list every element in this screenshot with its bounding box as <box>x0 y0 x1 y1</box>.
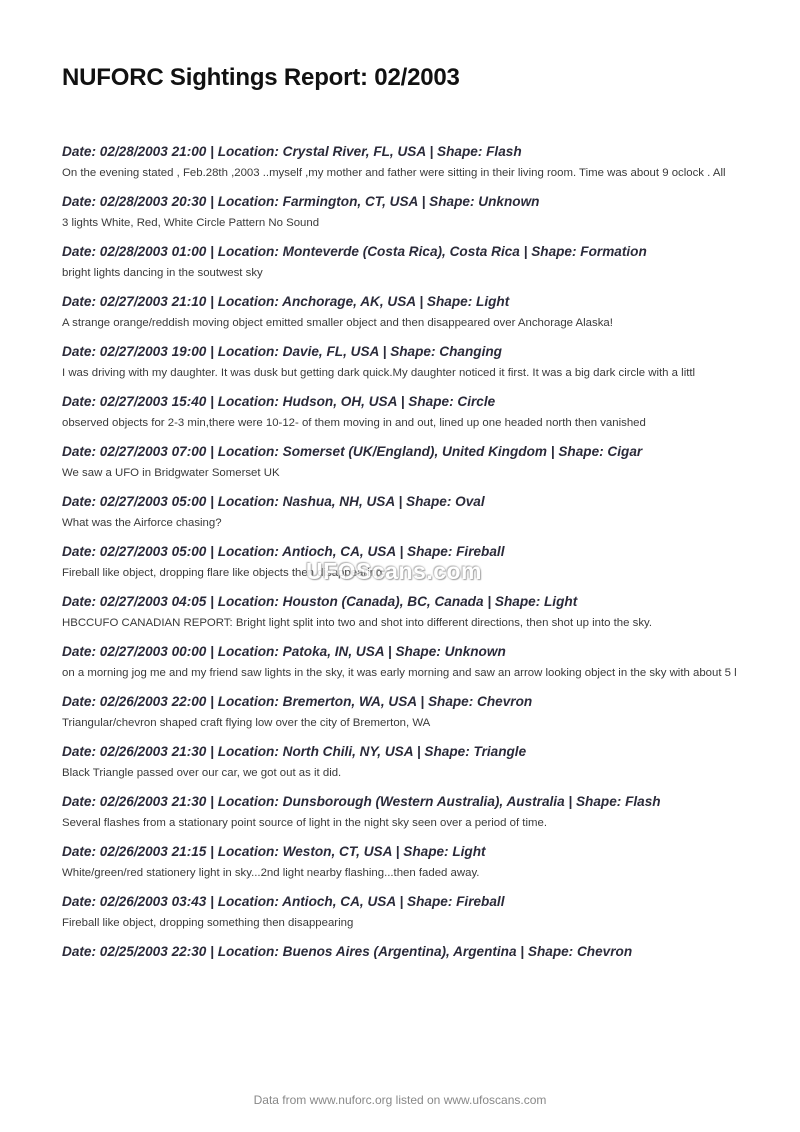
entry-description: observed objects for 2-3 min,there were 10-12- of them moving in and out, lined up one headed north then vanished <box>62 417 646 429</box>
list-item <box>62 444 752 481</box>
entry-header: Date: 02/27/2003 19:00 | Location: Davie, FL, USA | Shape: Changing <box>62 344 502 359</box>
entry-header: Date: 02/26/2003 22:00 | Location: Bremerton, WA, USA | Shape: Chevron <box>62 694 533 709</box>
entry-description: bright lights dancing in the soutwest sky <box>62 267 263 279</box>
entry-header: Date: 02/28/2003 20:30 | Location: Farmington, CT, USA | Shape: Unknown <box>62 194 540 209</box>
entry-header: Date: 02/26/2003 21:30 | Location: Dunsborough (Western Australia), Australia | Shape: Flash <box>62 794 661 809</box>
entry-description: Fireball like object, dropping something then disappearing <box>62 917 354 929</box>
entry-header: Date: 02/27/2003 21:10 | Location: Anchorage, AK, USA | Shape: Light <box>62 294 510 309</box>
entry-header: Date: 02/27/2003 15:40 | Location: Hudson, OH, USA | Shape: Circle <box>62 394 496 409</box>
entry-description: I was driving with my daughter. It was dusk but getting dark quick.My daughter noticed it first. It was a big dark circle with a littl <box>62 367 696 379</box>
entry-header: Date: 02/25/2003 22:30 | Location: Buenos Aires (Argentina), Argentina | Shape: Chevron <box>62 944 633 959</box>
list-item <box>62 244 752 281</box>
entry-header: Date: 02/28/2003 21:00 | Location: Crystal River, FL, USA | Shape: Flash <box>62 144 522 159</box>
entry-header: Date: 02/27/2003 05:00 | Location: Nashua, NH, USA | Shape: Oval <box>62 494 485 509</box>
list-item <box>62 194 752 231</box>
entry-header: Date: 02/27/2003 07:00 | Location: Somerset (UK/England), United Kingdom | Shape: Cigar <box>62 444 643 459</box>
entry-header: Date: 02/27/2003 04:05 | Location: Houston (Canada), BC, Canada | Shape: Light <box>62 594 578 609</box>
list-item <box>62 144 752 181</box>
list-item <box>62 844 752 881</box>
entry-description: HBCCUFO CANADIAN REPORT: Bright light split into two and shot into different directions, then shot up into the sky. <box>62 617 653 629</box>
entry-description: Several flashes from a stationary point source of light in the night sky seen over a period of time. <box>62 817 547 829</box>
list-item <box>62 894 752 931</box>
list-item <box>62 594 752 631</box>
entry-description: On the evening stated , Feb.28th ,2003 ..myself ,my mother and father were sitting in their living room. Time was about 9 oclock . All <box>62 167 726 179</box>
entry-header: Date: 02/26/2003 21:30 | Location: North Chili, NY, USA | Shape: Triangle <box>62 744 527 759</box>
entry-header: Date: 02/26/2003 21:15 | Location: Weston, CT, USA | Shape: Light <box>62 844 486 859</box>
list-item <box>62 344 752 381</box>
list-item <box>62 794 752 831</box>
list-item <box>62 644 752 681</box>
entry-description: What was the Airforce chasing? <box>62 517 222 529</box>
entry-description: Fireball like object, dropping flare like objects then disappearing <box>62 567 383 579</box>
page-footer: Data from www.nuforc.org listed on www.ufoscans.com <box>253 1093 547 1107</box>
watermark-logo: UFOScans.com <box>306 558 482 584</box>
list-item <box>62 944 752 960</box>
entry-description: 3 lights White, Red, White Circle Pattern No Sound <box>62 217 320 229</box>
entry-header: Date: 02/28/2003 01:00 | Location: Monteverde (Costa Rica), Costa Rica | Shape: Formation <box>62 244 647 259</box>
list-item <box>62 744 752 781</box>
entry-description: Triangular/chevron shaped craft flying low over the city of Bremerton, WA <box>62 717 431 729</box>
entry-header: Date: 02/26/2003 03:43 | Location: Antioch, CA, USA | Shape: Fireball <box>62 894 505 909</box>
list-item <box>62 494 752 531</box>
entry-header: Date: 02/27/2003 05:00 | Location: Antioch, CA, USA | Shape: Fireball <box>62 544 505 559</box>
entry-description: We saw a UFO in Bridgwater Somerset UK <box>62 467 280 479</box>
list-item <box>62 394 752 431</box>
entry-description: on a morning jog me and my friend saw lights in the sky, it was early morning and saw an arrow looking object in the sky with about 5 l <box>62 667 737 679</box>
entry-description: White/green/red stationery light in sky...2nd light nearby flashing...then faded away. <box>62 867 480 879</box>
entry-description: Black Triangle passed over our car, we got out as it did. <box>62 767 342 779</box>
entry-description: A strange orange/reddish moving object emitted smaller object and then disappeared over Anchorage Alaska! <box>62 317 613 329</box>
entry-header: Date: 02/27/2003 00:00 | Location: Patoka, IN, USA | Shape: Unknown <box>62 644 506 659</box>
page-title: NUFORC Sightings Report: 02/2003 <box>62 64 460 91</box>
list-item <box>62 294 752 331</box>
list-item <box>62 694 752 731</box>
